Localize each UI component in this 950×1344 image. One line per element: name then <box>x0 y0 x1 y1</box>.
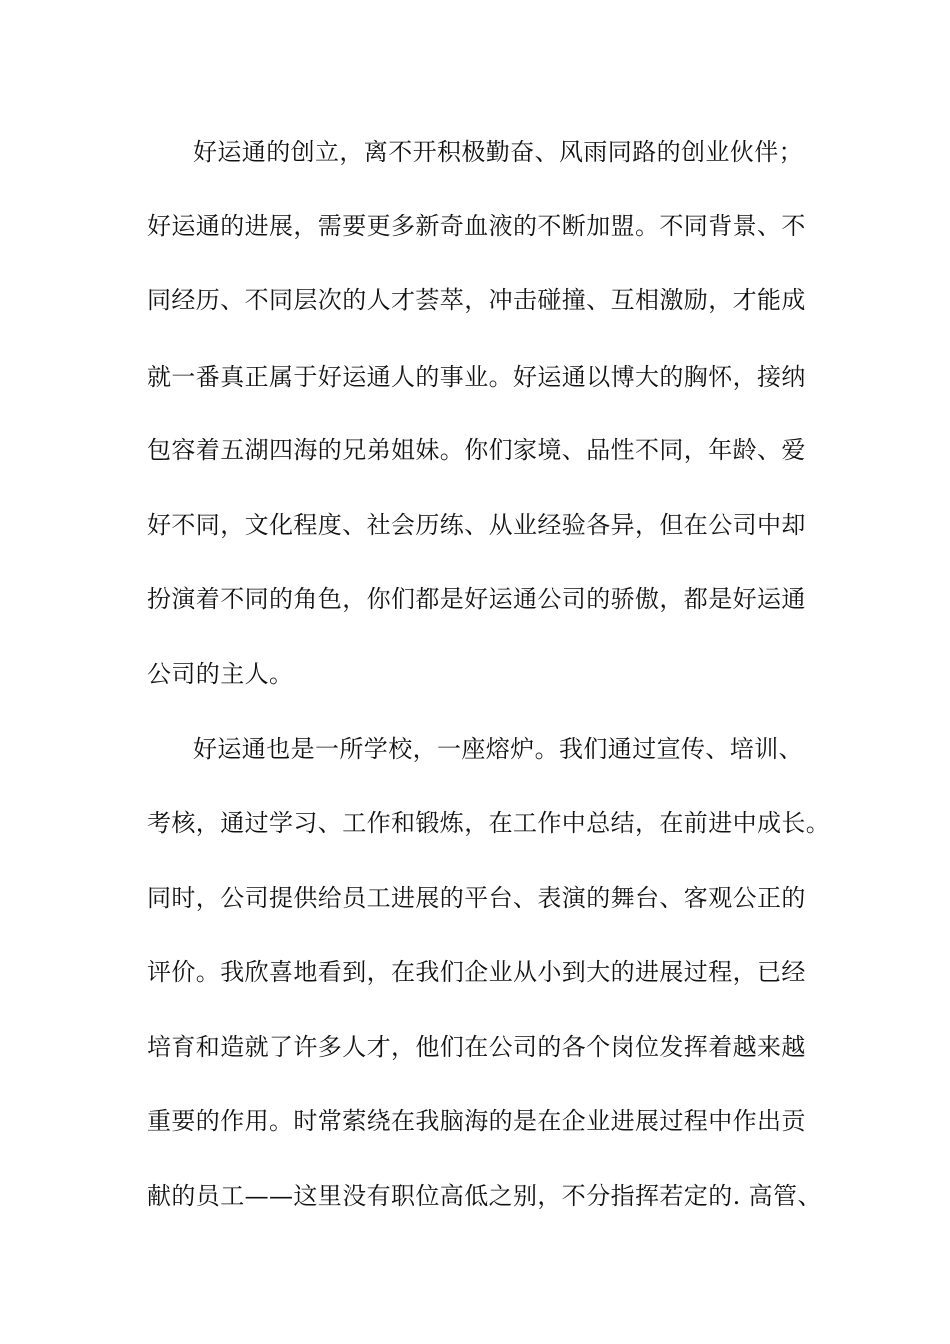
text-line: 好不同，文化程度、社会历练、从业经验各异，但在公司中却 <box>147 511 806 539</box>
text-line: 好运通也是一所学校，一座熔炉。我们通过宣传、培训、 <box>193 735 803 763</box>
text-line: 包容着五湖四海的兄弟姐妹。你们家境、品性不同，年龄、爱 <box>147 436 806 464</box>
text-line: 同经历、不同层次的人才荟萃，冲击碰撞、互相激励，才能成 <box>147 286 806 314</box>
text-line: 考核，通过学习、工作和锻炼，在工作中总结，在前进中成长。 <box>147 809 831 837</box>
text-line: 重要的作用。时常萦绕在我脑海的是在企业进展过程中作出贡 <box>147 1107 806 1135</box>
text-line: 扮演着不同的角色，你们都是好运通公司的骄傲，都是好运通 <box>147 585 806 613</box>
text-line: 培育和造就了许多人才，他们在公司的各个岗位发挥着越来越 <box>147 1033 806 1061</box>
text-line: 好运通的进展，需要更多新奇血液的不断加盟。不同背景、不 <box>147 212 806 240</box>
text-line: 就一番真正属于好运通人的事业。好运通以博大的胸怀，接纳 <box>147 363 806 391</box>
text-line: 同时，公司提供给员工进展的平台、表演的舞台、客观公正的 <box>147 884 806 912</box>
text-line: 公司的主人。 <box>147 660 294 688</box>
text-line: 评价。我欣喜地看到，在我们企业从小到大的进展过程，已经 <box>147 958 806 986</box>
text-line: 好运通的创立，离不开积极勤奋、风雨同路的创业伙伴； <box>193 138 803 166</box>
text-line: 献的员工——这里没有职位高低之别，不分指挥若定的. 高管、 <box>147 1182 822 1210</box>
